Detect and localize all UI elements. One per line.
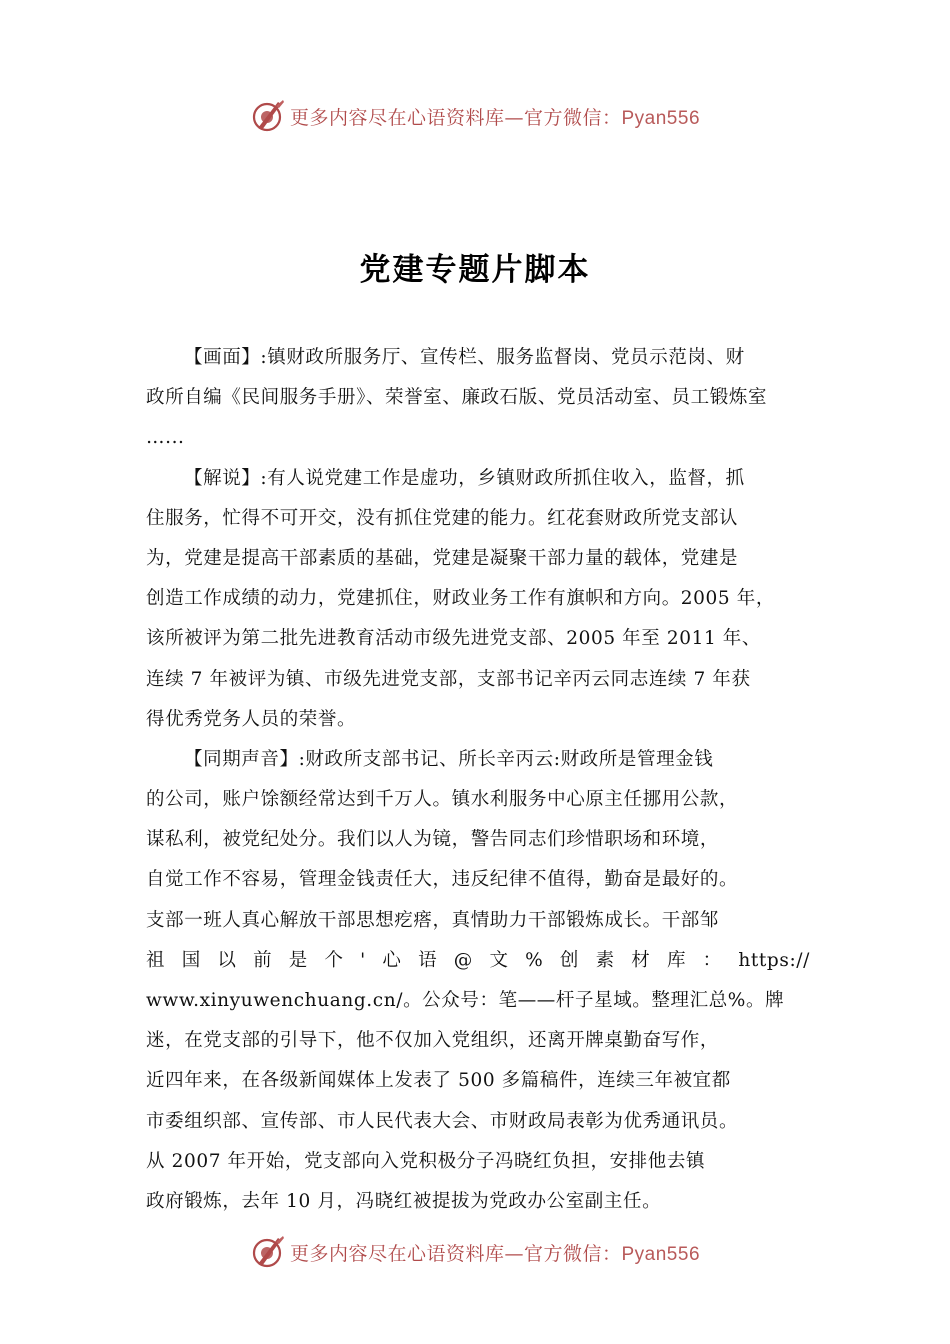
- paragraph-line: 住服务，忙得不可开交，没有抓住党建的能力。红花套财政所党支部认: [146, 507, 739, 529]
- paragraph-line: www.xinyuwenchuang.cn/。公众号：笔——杆子星域。整理汇总%。牌: [146, 990, 785, 1011]
- paragraph-line: 该所被评为第二批先进教育活动市级先进党支部、2005 年至 2011 年、: [146, 628, 762, 650]
- spaced-char: 前: [253, 949, 273, 971]
- spaced-url-fragment: https://: [738, 949, 810, 971]
- spaced-char: ：: [702, 949, 722, 971]
- paragraph-line: 政府锻炼，去年 10 月，冯晓红被提拔为党政办公室副主任。: [146, 1190, 662, 1212]
- paragraph-line: 【解说】:有人说党建工作是虚功，乡镇财政所抓住收入，监督，抓: [184, 467, 745, 489]
- spaced-char: %: [525, 949, 544, 971]
- document-body: [146, 338, 810, 1222]
- watermark-brand: 更多内容尽在心语资料库—官方微信：: [289, 106, 622, 129]
- watermark-text: [290, 103, 700, 130]
- spaced-char: 国: [181, 949, 201, 971]
- watermark-text: [290, 1239, 700, 1266]
- spaced-paragraph-line: [146, 941, 810, 981]
- spaced-char: 个: [324, 949, 344, 971]
- watermark-brand: 更多内容尽在心语资料库—官方微信：: [289, 1242, 622, 1265]
- spaced-char: ': [360, 949, 366, 971]
- paragraph-line: 的公司，账户馀额经常达到千万人。镇水利服务中心原主任挪用公款，: [146, 789, 739, 811]
- spaced-char: 语: [418, 949, 438, 971]
- paragraph-line: 近四年来，在各级新闻媒体上发表了 500 多篇稿件，连续三年被宜都: [146, 1070, 731, 1092]
- watermark-wechat-id: Pyan556: [621, 107, 701, 129]
- spaced-char: 文: [489, 949, 509, 971]
- paragraph-line: 为，党建是提高干部素质的基础，党建是凝聚干部力量的载体，党建是: [146, 547, 739, 569]
- watermark-wechat-id: Pyan556: [621, 1243, 701, 1265]
- spaced-char: 是: [288, 949, 308, 971]
- paragraph-line: 自觉工作不容易，管理金钱责任大，违反纪律不值得，勤奋是最好的。: [146, 869, 739, 891]
- spaced-char: 祖: [146, 949, 166, 971]
- paragraph-line: 【同期声音】:财政所支部书记、所长辛丙云:财政所是管理金钱: [184, 748, 714, 770]
- spaced-char: @: [453, 949, 473, 971]
- paragraph-line: 【画面】:镇财政所服务厅、宣传栏、服务监督岗、党员示范岗、财: [184, 347, 745, 368]
- paragraph-line: 得优秀党务人员的荣誉。: [146, 708, 357, 730]
- paragraph-line: 谋私利，被党纪处分。我们以人为镜，警告同志们珍惜职场和环境，: [146, 829, 720, 851]
- spaced-char: 库: [666, 949, 687, 971]
- paragraph-line: 连续 7 年被评为镇、市级先进党支部，支部书记辛丙云同志连续 7 年获: [146, 668, 751, 690]
- page-title: 党建专题片脚本: [359, 252, 591, 288]
- paragraph-line: 政所自编《民间服务手册》、荣誉室、廉政石版、党员活动室、员工锻炼室: [146, 387, 768, 409]
- paragraph-line: 迷，在党支部的引导下，他不仅加入党组织，还离开牌桌勤奋写作，: [146, 1030, 720, 1052]
- paragraph-line: 从 2007 年开始，党支部向入党积极分子冯晓红负担，安排他去镇: [146, 1150, 706, 1172]
- spaced-char: 创: [559, 949, 580, 971]
- watermark-banner-bottom: [0, 1230, 950, 1274]
- paragraph-line: 市委组织部、宣传部、市人民代表大会、市财政局表彰为优秀通讯员。: [146, 1110, 739, 1132]
- spaced-char: 以: [217, 949, 237, 971]
- paragraph-line: …...: [146, 427, 185, 449]
- spaced-char: 素: [595, 949, 615, 971]
- watermark-banner-top: [0, 94, 950, 138]
- paragraph-line: 支部一班人真心解放干部思想疙瘩，真情助力干部锻炼成长。干部邹: [146, 909, 720, 931]
- quill-pen-seal-icon: [250, 98, 286, 134]
- paragraph-line: 创造工作成绩的动力，党建抓住，财政业务工作有旗帜和方向。2005 年，: [146, 588, 775, 610]
- spaced-char: 材: [631, 949, 651, 971]
- quill-pen-seal-icon: [250, 1234, 286, 1270]
- spaced-char: 心: [382, 949, 402, 971]
